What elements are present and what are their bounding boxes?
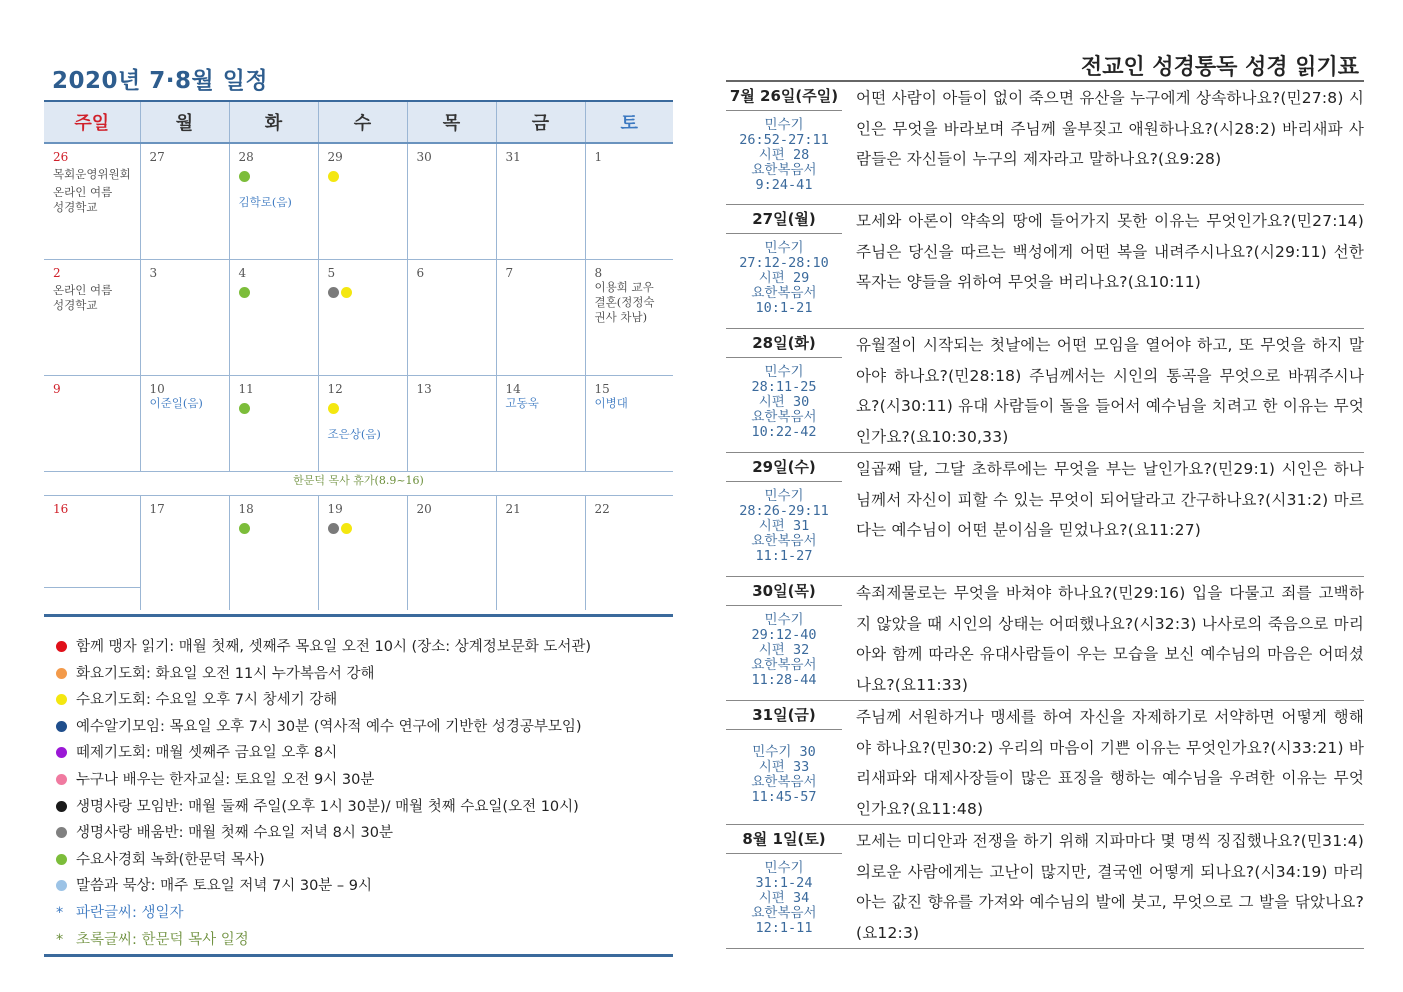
scripture-refs — [726, 241, 842, 316]
day-cell — [229, 260, 318, 376]
event-text: 성경학교 — [53, 200, 98, 214]
day-number: 30 — [416, 150, 432, 164]
day-cell — [140, 260, 229, 376]
reading-plan-list — [726, 82, 1364, 949]
legend-item — [56, 634, 676, 661]
day-label: 30일(목) — [726, 577, 842, 606]
event-text: 성경학교 — [53, 298, 98, 312]
ref-line: 26:52-27:11 — [739, 132, 829, 148]
vacation-note: 한문덕 목사 휴가(8.9~16) — [44, 472, 673, 496]
day-number: 9 — [53, 382, 61, 396]
day-cell — [140, 496, 229, 611]
day-cell — [318, 260, 407, 376]
pink-dot-icon — [56, 774, 67, 785]
day-label: 27일(월) — [726, 205, 842, 234]
legend-item — [56, 767, 676, 794]
event-text: 온라인 여름 — [53, 283, 113, 297]
question-text: 일곱째 달, 그달 초하루에는 무엇을 부는 날인가요?(민29:1) 시인은 하나님께서 자신이 피할 수 있는 무엇이 되어달라고 간구하나요?(시31:2) 마르다는 예수님이 어떤 분이심을 믿었나요?(요11:27) — [856, 460, 1364, 540]
day-number: 16 — [53, 502, 69, 516]
scripture-refs — [726, 365, 842, 440]
reading-plan-title: 전교인 성경통독 성경 읽기표 — [1080, 55, 1359, 80]
green-dot-icon — [56, 854, 67, 865]
day-cell — [229, 143, 318, 260]
weekday-sun: 주일 — [44, 102, 140, 143]
birthday-text: 김학로(음) — [238, 195, 292, 209]
reading-day — [726, 701, 1364, 825]
weekday-tue: 화 — [229, 102, 318, 143]
day-number: 29 — [327, 150, 343, 164]
day-number: 10 — [149, 382, 165, 396]
legend-note-text: 초록글씨: 한문덕 목사 일정 — [76, 931, 249, 948]
day-cell — [585, 143, 673, 260]
legend-text: 수요기도회: 수요일 오후 7시 창세기 강해 — [76, 692, 338, 709]
day-cell — [496, 376, 585, 472]
birthday-text: 이준일(음) — [149, 396, 203, 410]
ref-line: 민수기 — [764, 612, 804, 628]
green-dot-icon — [239, 523, 250, 534]
day-number: 4 — [238, 266, 247, 280]
legend-note-green — [56, 927, 676, 954]
day-cell — [496, 143, 585, 260]
day-cell — [44, 376, 140, 472]
day-number: 20 — [416, 502, 432, 516]
day-number: 21 — [505, 502, 521, 516]
day-cell — [229, 376, 318, 472]
purple-dot-icon — [56, 747, 67, 758]
day-number: 5 — [327, 266, 336, 280]
gray-dot-icon — [56, 827, 67, 838]
ref-line: 28:11-25 — [751, 379, 817, 395]
legend-item — [56, 740, 676, 767]
orange-dot-icon — [56, 668, 67, 679]
legend-bottom-rule — [44, 954, 673, 957]
day-number: 15 — [594, 382, 610, 396]
yellow-dot-icon — [56, 694, 67, 705]
day-cell — [44, 496, 140, 611]
ref-line: 10:22-42 — [751, 424, 817, 440]
event-text: 이용희 교우 — [594, 280, 654, 294]
ref-line: 10:1-21 — [755, 300, 813, 316]
ref-line: 11:28-44 — [751, 672, 817, 688]
yellow-dot-icon — [328, 171, 339, 182]
day-cell — [140, 376, 229, 472]
weekday-wed: 수 — [318, 102, 407, 143]
ref-line: 민수기 30 — [752, 744, 816, 760]
legend-text: 생명사랑 배움반: 매월 첫째 수요일 저녁 8시 30분 — [76, 825, 393, 842]
day-number: 18 — [238, 502, 254, 516]
weekday-mon: 월 — [140, 102, 229, 143]
ref-line: 민수기 — [764, 240, 804, 256]
day-cell — [318, 496, 407, 611]
scripture-refs — [726, 745, 842, 805]
day-number: 12 — [327, 382, 343, 396]
asterisk: * — [56, 931, 64, 948]
day-cell — [229, 496, 318, 611]
scripture-refs — [726, 118, 842, 193]
legend-text: 화요기도회: 화요일 오전 11시 누가복음서 강해 — [76, 665, 375, 682]
ref-line: 29:12-40 — [751, 627, 817, 643]
reading-day — [726, 453, 1364, 577]
day-label: 29일(수) — [726, 453, 842, 482]
ref-line: 9:24-41 — [755, 177, 813, 193]
day-cell — [407, 376, 496, 472]
legend-text: 누구나 배우는 한자교실: 토요일 오전 9시 30분 — [76, 771, 375, 788]
gray-dot-icon — [328, 523, 339, 534]
light-blue-dot-icon — [56, 880, 67, 891]
question-text: 주님께 서원하거나 맹세를 하여 자신을 자제하기로 서약하면 어떻게 행해야 하나요?(민30:2) 우리의 마음이 기쁜 이유는 무엇인가요?(시33:21) 바리새파와 대제사장들이 많은 표징을 행하는 예수님을 우려한 이유는 무엇인가요?(요11:48) — [856, 708, 1364, 818]
ref-line: 민수기 — [764, 117, 804, 133]
red-dot-icon — [56, 641, 67, 652]
event-text: 권사 차남) — [594, 310, 648, 324]
birthday-text: 조은상(음) — [327, 427, 381, 441]
day-number: 6 — [416, 266, 425, 280]
ref-line: 민수기 — [764, 488, 804, 504]
ref-line: 요한복음서 — [751, 774, 817, 790]
gray-dot-icon — [328, 287, 339, 298]
legend-note-blue — [56, 900, 676, 927]
day-number: 7 — [505, 266, 514, 280]
day-number: 11 — [238, 382, 254, 396]
day-label: 8월 1일(토) — [726, 825, 842, 854]
day-cell — [496, 260, 585, 376]
yellow-dot-icon — [328, 403, 339, 414]
legend-note-text: 파란글씨: 생일자 — [76, 904, 184, 921]
reading-day — [726, 82, 1364, 205]
scripture-refs — [726, 613, 842, 688]
calendar-week-row — [44, 376, 673, 472]
birthday-text: 이병대 — [594, 396, 628, 410]
reading-day — [726, 577, 1364, 701]
calendar-week-row — [44, 143, 673, 260]
question-text: 어떤 사람이 아들이 없이 죽으면 유산을 누구에게 상속하나요?(민27:8) 시인은 무엇을 바라보며 주님께 울부짖고 애원하나요?(시28:2) 바리새파 사람들은 자신들이 누구의 제자라고 말하나요?(요9:28) — [856, 89, 1364, 169]
legend-text: 말씀과 묵상: 매주 토요일 저녁 7시 30분 – 9시 — [76, 878, 373, 895]
question-text: 속죄제물로는 무엇을 바쳐야 하나요?(민29:16) 입을 다물고 죄를 고백하지 않았을 때 시인의 상태는 어떠했나요?(시32:3) 나사로의 죽음으로 마리아와 함께 따라온 유대사람들이 우는 모습을 보신 예수님의 마음은 어떠셨나요?(요11:33) — [856, 584, 1364, 694]
green-dot-icon — [239, 403, 250, 414]
legend-item — [56, 661, 676, 688]
green-dot-icon — [239, 171, 250, 182]
day-cell — [44, 260, 140, 376]
legend-item — [56, 687, 676, 714]
ref-line: 요한복음서 — [751, 409, 817, 425]
day-number: 3 — [149, 266, 158, 280]
legend-text: 수요사경회 녹화(한문덕 목사) — [76, 851, 265, 868]
legend-text: 예수알기모임: 목요일 오후 7시 30분 (역사적 예수 연구에 기반한 성경공부모임) — [76, 718, 582, 735]
legend-item — [56, 873, 676, 900]
day-cell — [318, 376, 407, 472]
ref-line: 시편 28 — [758, 147, 810, 163]
ref-line: 요한복음서 — [751, 905, 817, 921]
scripture-refs — [726, 489, 842, 564]
day-label: 7월 26일(주일) — [726, 82, 842, 111]
weekday-sat: 토 — [585, 102, 673, 143]
legend-text: 떼제기도회: 매월 셋째주 금요일 오후 8시 — [76, 745, 338, 762]
day-number: 14 — [505, 382, 521, 396]
scripture-refs — [726, 861, 842, 936]
day-cell — [585, 260, 673, 376]
navy-dot-icon — [56, 721, 67, 732]
ref-line: 시편 31 — [758, 518, 810, 534]
green-dot-icon — [239, 287, 250, 298]
legend-text: 생명사랑 모임반: 매월 둘째 주일(오후 1시 30분)/ 매월 첫째 수요일(오전 10시) — [76, 798, 579, 815]
day-cell — [44, 143, 140, 260]
day-cell — [140, 143, 229, 260]
ref-line: 민수기 — [764, 860, 804, 876]
calendar-week-row — [44, 260, 673, 376]
reading-day — [726, 205, 1364, 329]
schedule-legend — [56, 634, 676, 953]
weekday-fri: 금 — [496, 102, 585, 143]
event-text: 온라인 여름 — [53, 185, 113, 199]
day-number: 28 — [238, 150, 254, 164]
ref-line: 민수기 — [764, 364, 804, 380]
question-text: 모세는 미디안과 전쟁을 하기 위해 지파마다 몇 명씩 징집했나요?(민31:4) 의로운 사람에게는 고난이 많지만, 결국엔 어떻게 되나요?(시34:19) 마리아는 값진 향유를 가져와 예수님의 발에 붓고, 무엇으로 그 발을 닦았나요?(요12:3) — [856, 832, 1364, 942]
weekday-header-row — [44, 102, 673, 143]
day-cell — [407, 260, 496, 376]
calendar-week-row — [44, 496, 673, 611]
legend-item — [56, 847, 676, 874]
weekday-thu: 목 — [407, 102, 496, 143]
day-number: 17 — [149, 502, 165, 516]
ref-line: 요한복음서 — [751, 657, 817, 673]
day-label: 28일(화) — [726, 329, 842, 358]
ref-line: 12:1-11 — [755, 920, 813, 936]
event-text: 목회운영위원회 — [53, 167, 131, 181]
day-number: 27 — [149, 150, 165, 164]
ref-line: 시편 29 — [758, 270, 810, 286]
ref-line: 요한복음서 — [751, 533, 817, 549]
day-number: 2 — [53, 266, 61, 280]
calendar-table — [44, 102, 673, 610]
day-cell — [407, 143, 496, 260]
day-number: 8 — [594, 266, 603, 280]
day-number: 26 — [53, 150, 69, 164]
birthday-text: 고동욱 — [505, 396, 539, 410]
day-cell — [318, 143, 407, 260]
ref-line: 11:45-57 — [751, 789, 817, 805]
ref-line: 시편 32 — [758, 642, 810, 658]
yellow-dot-icon — [341, 523, 352, 534]
reading-day — [726, 825, 1364, 949]
legend-item — [56, 794, 676, 821]
day-number: 22 — [594, 502, 610, 516]
sunday-split-line — [44, 587, 140, 588]
question-text: 모세와 아론이 약속의 땅에 들어가지 못한 이유는 무엇인가요?(민27:14) 주님은 당신을 따르는 백성에게 어떤 복을 내려주시나요?(시29:11) 선한 목자는 양들을 위하여 무엇을 버리나요?(요10:11) — [856, 212, 1364, 292]
ref-line: 요한복음서 — [751, 162, 817, 178]
day-number: 1 — [594, 150, 603, 164]
ref-line: 28:26-29:11 — [739, 503, 829, 519]
event-text: 결혼(정정숙 — [594, 295, 655, 309]
reading-day — [726, 329, 1364, 453]
day-number: 13 — [416, 382, 432, 396]
question-text: 유월절이 시작되는 첫날에는 어떤 모임을 열어야 하고, 또 무엇을 하지 말아야 하나요?(민28:18) 주님께서는 시인의 통곡을 무엇으로 바꿔주시나요?(시30:11) 유대 사람들이 돌을 들어서 예수님을 치려고 한 이유는 무엇인가요?(요10:30,33) — [856, 336, 1364, 446]
ref-line: 27:12-28:10 — [739, 255, 829, 271]
day-cell — [496, 496, 585, 611]
vacation-note-row — [44, 472, 673, 496]
calendar-bottom-rule — [44, 614, 673, 617]
legend-item — [56, 820, 676, 847]
ref-line: 11:1-27 — [755, 548, 813, 564]
ref-line: 31:1-24 — [755, 875, 813, 891]
day-number: 19 — [327, 502, 343, 516]
asterisk: * — [56, 904, 64, 921]
legend-text: 함께 맹자 읽기: 매월 첫째, 셋째주 목요일 오전 10시 (장소: 상계정보문화 도서관) — [76, 639, 592, 655]
day-cell — [585, 376, 673, 472]
legend-item — [56, 714, 676, 741]
ref-line: 시편 34 — [758, 890, 810, 906]
calendar-title: 2020년 7·8월 일정 — [52, 68, 269, 94]
day-cell — [585, 496, 673, 611]
ref-line: 시편 30 — [758, 394, 810, 410]
yellow-dot-icon — [341, 287, 352, 298]
day-cell — [407, 496, 496, 611]
ref-line: 시편 33 — [758, 759, 810, 775]
day-label: 31일(금) — [726, 701, 842, 730]
day-number: 31 — [505, 150, 521, 164]
ref-line: 요한복음서 — [751, 285, 817, 301]
black-dot-icon — [56, 801, 67, 812]
